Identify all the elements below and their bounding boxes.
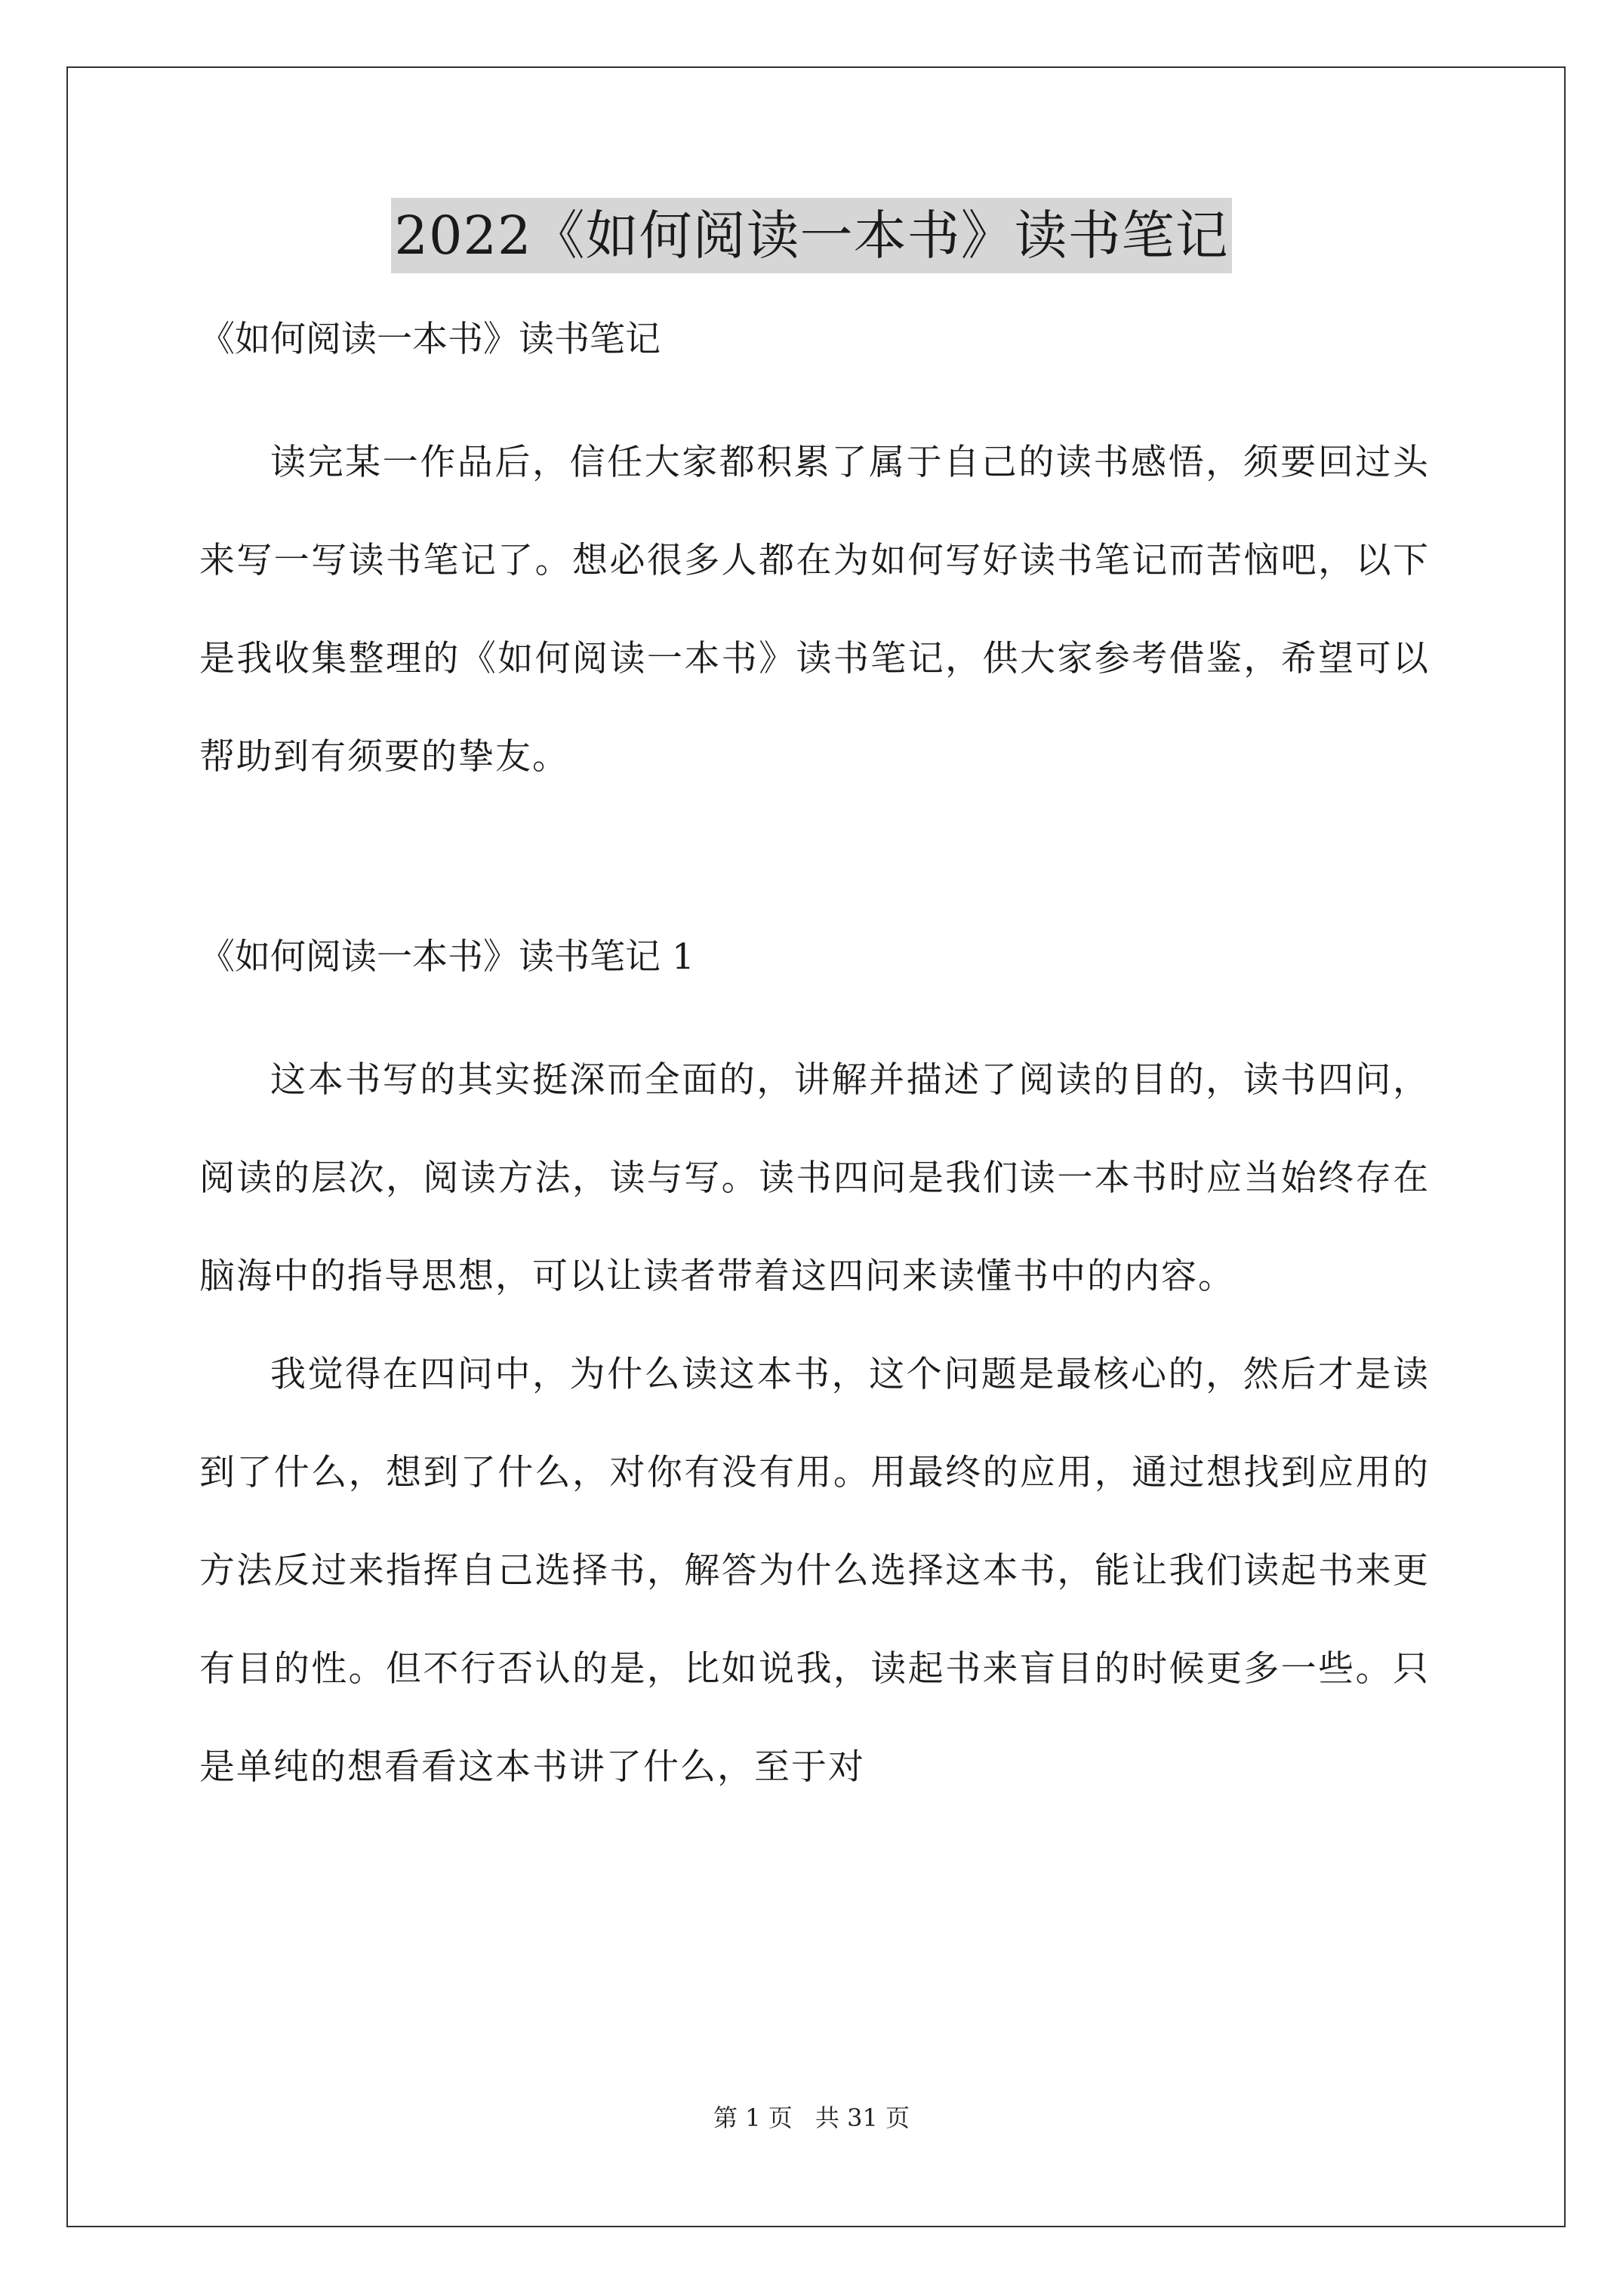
section-paragraph: 这本书写的其实挺深而全面的，讲解并描述了阅读的目的，读书四问，阅读的层次，阅读方法，读与写。读书四问是我们读一本书时应当始终存在脑海中的指导思想，可以让读者带着这四问来读懂书中的内容。 (199, 1059, 1430, 1297)
page-footer (0, 2103, 1623, 2133)
subtitle: 《如何阅读一本书》读书笔记 (199, 319, 661, 360)
page-number: 第 1 页 (713, 2103, 793, 2132)
total-pages: 共 31 页 (815, 2103, 910, 2132)
document-title: 2022《如何阅读一本书》读书笔记 (391, 198, 1231, 273)
intro-paragraph: 读完某一作品后，信任大家都积累了属于自己的读书感悟，须要回过头来写一写读书笔记了。想必很多人都在为如何写好读书笔记而苦恼吧，以下是我收集整理的《如何阅读一本书》读书笔记，供大家参考借鉴，希望可以帮助到有须要的挚友。 (199, 442, 1430, 778)
section-paragraph: 我觉得在四问中，为什么读这本书，这个问题是最核心的，然后才是读到了什么，想到了什么，对你有没有用。用最终的应用，通过想找到应用的方法反过来指挥自己选择书，解答为什么选择这本书，能让我们读起书来更有目的性。但不行否认的是，比如说我，读起书来盲目的时候更多一些。只是单纯的想看看这本书讲了什么，至于对 (199, 1354, 1430, 1788)
document-body (199, 302, 1430, 1817)
title-container (0, 198, 1623, 273)
section-heading: 《如何阅读一本书》读书笔记 1 (199, 936, 694, 978)
